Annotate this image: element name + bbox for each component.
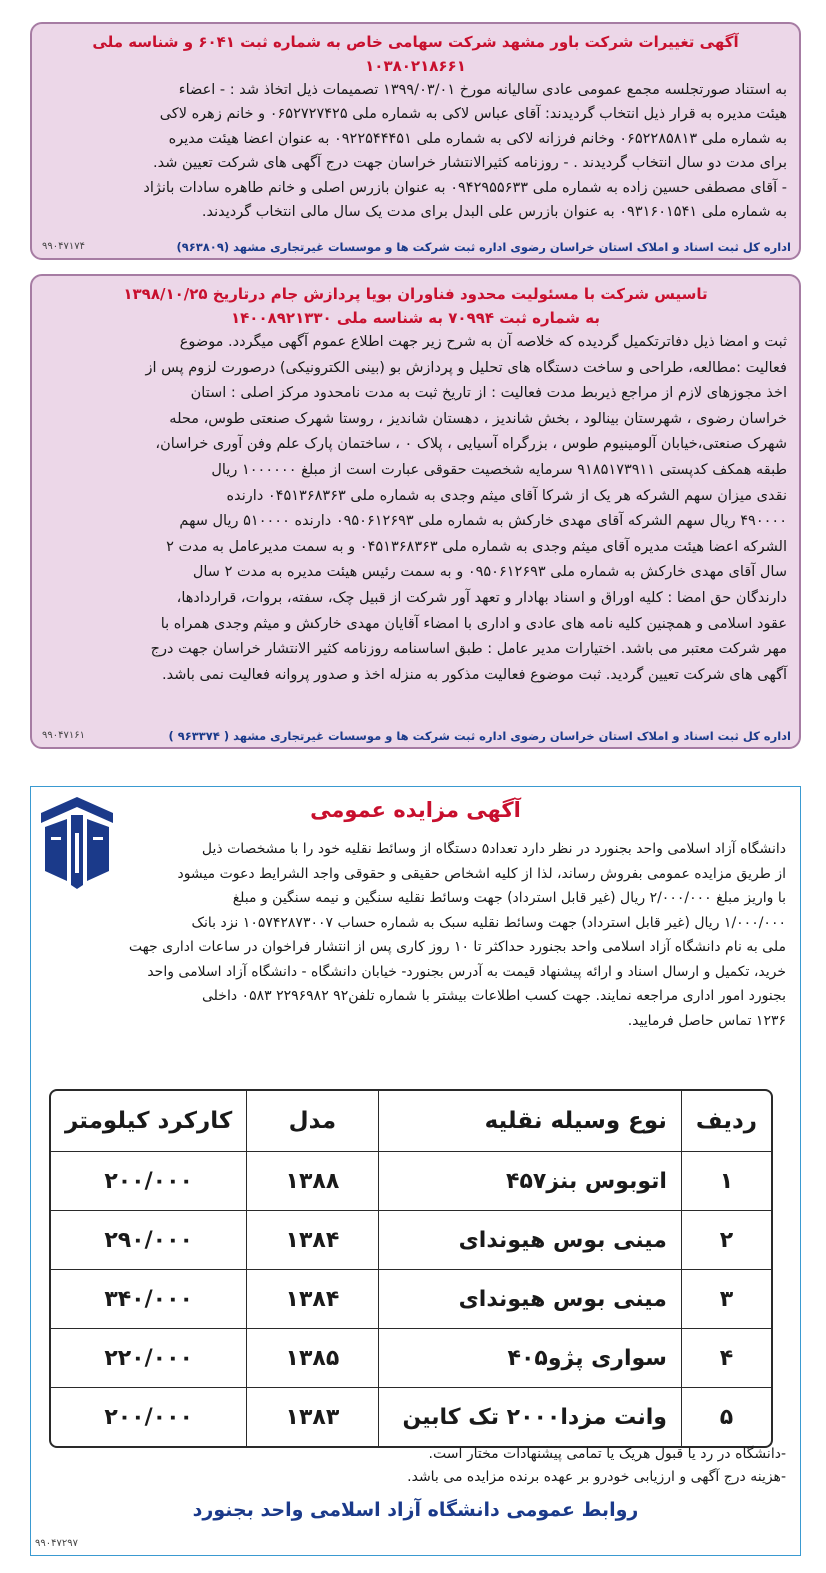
cell-row-number: ۲ [681,1211,771,1270]
notice-line: آگهی های شرکت تعیین گردید. ثبت موضوع فعالیت مذکور به منزله اخذ و صدور پروانه فعالیت نمی باشد. [162,666,787,683]
notice-line: ۴۹۰۰۰۰ ریال سهم الشرکه آقای مهدی خارکش به شماره ملی ۰۹۵۰۶۱۲۶۹۳ دارنده ۵۱۰۰۰۰ ریال سهم [179,513,787,530]
notice-line: به شماره ملی ۰۹۳۱۶۰۱۵۴۱ به عنوان بازرس علی البدل برای مدت یک سال مالی انتخاب گردیدند. [201,204,787,221]
cell-model: ۱۳۸۴ [246,1211,377,1270]
cell-mileage: ۲۲۰/۰۰۰ [51,1329,246,1388]
cell-row-number: ۱ [681,1152,771,1211]
cell-vehicle-type: وانت مزدا۲۰۰۰ تک کابین [378,1388,681,1446]
auction-note: -دانشگاه در رد یا قبول هریک یا تمامی پیشنهادات مختار است. [428,1446,786,1462]
notice-line: عقود اسلامی و همچنین کلیه نامه های عادی و اداری با امضاء آقایان مهدی خارکش و میثم وجدی همراه با [160,615,787,632]
col-header-mileage: کارکرد کیلومتر [51,1091,246,1152]
auction-signature: روابط عمومی دانشگاه آزاد اسلامی واحد بجنورد [192,1499,639,1521]
cell-mileage: ۲۰۰/۰۰۰ [104,1404,193,1430]
ad-code: ۹۹۰۴۷۱۶۱ [42,730,85,741]
registry-office: اداره کل ثبت اسناد و املاک استان خراسان رضوی اداره ثبت شرکت ها و موسسات غیرتجاری مشهد ( ۹۶۳۳۷۴ ) [168,729,791,743]
cell-model: ۱۳۸۳ [246,1388,377,1446]
auction-line: ۱/۰۰۰/۰۰۰ ریال (غیر قابل استرداد) جهت وسائط نقلیه سبک به شماره حساب ۱۰۵۷۴۲۸۷۳۰۰۷ نزد بانک [191,914,786,931]
table-row [51,1211,771,1270]
notice-line: الشرکه اعضا هیئت مدیره آقای میثم وجدی به شماره ملی ۰۴۵۱۳۶۸۳۶۳ و به سمت مدیرعامل به مدت ۲ [166,538,787,555]
notice-company-changes [30,22,801,260]
notice-line: ثبت و امضا ذیل دفاترتکمیل گردیده که خلاصه آن به شرح زیر جهت اطلاع عموم آگهی میگردد. موضوع [179,334,787,350]
cell-vehicle-type: مینی بوس هیوندای [378,1270,681,1329]
notice-line: اخذ مجوزهای لازم از مراجع ذیربط مدت فعالیت : از تاریخ ثبت به مدت نامحدود مرکز اصلی : استان [190,385,787,402]
auction-line: دانشگاه آزاد اسلامی واحد بجنورد در نظر دارد تعداد۵ دستگاه از وسائط نقلیه خود را با مشخصات ذیل [201,841,786,857]
table-row [51,1270,771,1329]
cell-mileage: ۲۰۰/۰۰۰ [51,1152,246,1211]
notice-line: فعالیت :مطالعه، طراحی و ساخت دستگاه های تحلیل و پردازش بو (بینی الکترونیکی) درصورت لزوم پس از [145,359,787,376]
notice-line: خراسان رضوی ، شهرستان بینالود ، بخش شاندیز ، دهستان شاندیز ، روستا شهرک صنعتی طوس، محله [169,410,787,427]
cell-model: ۱۳۸۵ [246,1329,377,1388]
table-row [51,1388,771,1446]
auction-line: با واریز مبلغ ۲/۰۰۰/۰۰۰ ریال (غیر قابل استرداد) جهت وسائط نقلیه سنگین و نیمه سنگین و مبلغ [232,890,786,906]
auction-line: بجنورد امور اداری مراجعه نمایند. جهت کسب اطلاعات بیشتر با شماره تلفن۹۲ ۲۲۹۶۹۸۲ ۰۵۸۳ داخلی [202,988,786,1004]
table-row [51,1329,771,1388]
cell-mileage: ۲۹۰/۰۰۰ [51,1211,246,1270]
vehicles-table [49,1089,773,1448]
notice-line: برای مدت دو سال انتخاب گردیدند . - روزنامه کثیرالانتشار خراسان جهت درج آگهی های شرکت تعیین شد. [153,155,787,172]
cell-model: ۱۳۸۴ [246,1270,377,1329]
notice-line: - آقای مصطفی حسین زاده به شماره ملی ۰۹۴۲۹۵۵۶۳۳ به عنوان بازرس اصلی و خانم طاهره سادات بانژاد [143,179,787,196]
cell-row-number: ۳ [681,1270,771,1329]
notice-footer [40,239,791,255]
auction-line: از طریق مزایده عمومی بفروش رساند، لذا از کلیه اشخاص حقیقی و حقوقی واجد الشرایط دعوت میشود [177,865,786,882]
auction-line: ملی به نام دانشگاه آزاد اسلامی واحد بجنورد حداکثر تا ۱۰ روز کاری پس از انتشار فراخوان در ساعات اداری جهت [128,939,786,955]
auction-line: ۱۲۳۶ تماس حاصل فرمایید. [627,1012,786,1029]
ad-code: ۹۹۰۴۷۱۷۴ [42,241,85,252]
cell-vehicle-type: اتوبوس بنز۴۵۷ [378,1152,681,1211]
notice-line: به استناد صورتجلسه مجمع عمومی عادی سالیانه مورخ ۱۳۹۹/۰۳/۰۱ تصمیمات ذیل اتخاذ شد : - اعضاء [178,82,787,98]
auction-notice [30,786,801,1556]
notice-body [44,330,787,688]
notice-line: دارندگان حق امضا : کلیه اوراق و اسناد بهادار و تعهد آور شرکت از قبیل چک، سفته، بروات، قراردادها، [176,589,787,606]
notice-body [44,78,787,224]
notice-line: مهر شرکت معتبر می باشد. اختیارات مدیر عامل : طبق اساسنامه روزنامه کثیر الانتشار خراسان جهت درج [150,641,787,658]
cell-row-number: ۵ [681,1388,771,1446]
notice-footer [40,728,791,744]
cell-vehicle-type: مینی بوس هیوندای [378,1211,681,1270]
col-header-vehicle-type: نوع وسیله نقلیه [378,1091,681,1152]
notice-line: شهرک صنعتی،خیابان آلومینیوم طوس ، بزرگراه آسیایی ، پلاک ۰ ، ساختمان پارک علم وفن آوری خراسان، [155,436,787,453]
cell-vehicle-type: سواری پژو۴۰۵ [378,1329,681,1388]
col-header-model: مدل [246,1091,377,1152]
notice-line: هیئت مدیره به قرار ذیل انتخاب گردیدند: آقای عباس لاکی به شماره ملی ۰۶۵۲۷۲۷۴۲۵ و خانم زهره لاکی [159,106,787,123]
auction-notes [45,1443,786,1489]
notice-subtitle: به شماره ثبت ۷۰۹۹۴ به شناسه ملی ۱۴۰۰۸۹۲۱۳۳۰ [230,309,601,327]
notice-line: سال آقای مهدی خارکش به شماره ملی ۰۹۵۰۶۱۲۶۹۳ و به سمت رئیس هیئت مدیره به مدت ۲ سال [192,564,787,581]
registry-office: اداره کل ثبت اسناد و املاک استان خراسان رضوی اداره ثبت شرکت ها و موسسات غیرتجاری مشهد (۹۶۳۸۰۹) [176,240,791,254]
ad-code: ۹۹۰۴۷۲۹۷ [35,1538,78,1549]
cell-row-number: ۴ [681,1329,771,1388]
notice-title: تاسیس شرکت با مسئولیت محدود فناوران بویا پردازش جام درتاریخ ۱۳۹۸/۱۰/۲۵ [123,285,708,303]
table-header-row [51,1091,771,1152]
col-header-row-number: ردیف [681,1091,771,1152]
auction-note: -هزینه درج آگهی و ارزیابی خودرو بر عهده برنده مزایده می باشد. [407,1469,786,1485]
notice-title: آگهی تغییرات شرکت باور مشهد شرکت سهامی خاص به شماره ثبت ۶۰۴۱ و شناسه ملی ۱۰۳۸۰۲۱۸۶۶۱ [92,33,739,75]
auction-title: آگهی مزایده عمومی [310,798,521,822]
notice-company-founding [30,274,801,749]
notice-line: نقدی میزان سهم الشرکه هر یک از شرکا آقای میثم وجدی به شماره ملی ۰۴۵۱۳۶۸۳۶۳ دارنده [226,487,787,504]
auction-body [45,837,786,1033]
cell-model: ۱۳۸۸ [246,1152,377,1211]
notice-line: طبقه همکف کدپستی ۹۱۸۵۱۷۳۹۱۱ سرمایه شخصیت حقوقی عبارت است از مبلغ ۱۰۰۰۰۰۰ ریال [211,461,787,478]
notice-line: به شماره ملی ۰۶۵۲۲۸۵۸۱۳ وخانم فرزانه لاکی به شماره ملی ۰۹۲۲۵۴۴۴۵۱ به عنوان اعضا هیئت مدیره [168,130,787,147]
auction-line: خرید، تکمیل و ارسال اسناد و ارائه پیشنهاد قیمت به آدرس بجنورد- خیابان دانشگاه - دانشگاه آزاد اسلامی واحد [147,963,786,980]
table-row [51,1152,771,1211]
cell-mileage: ۳۴۰/۰۰۰ [51,1270,246,1329]
